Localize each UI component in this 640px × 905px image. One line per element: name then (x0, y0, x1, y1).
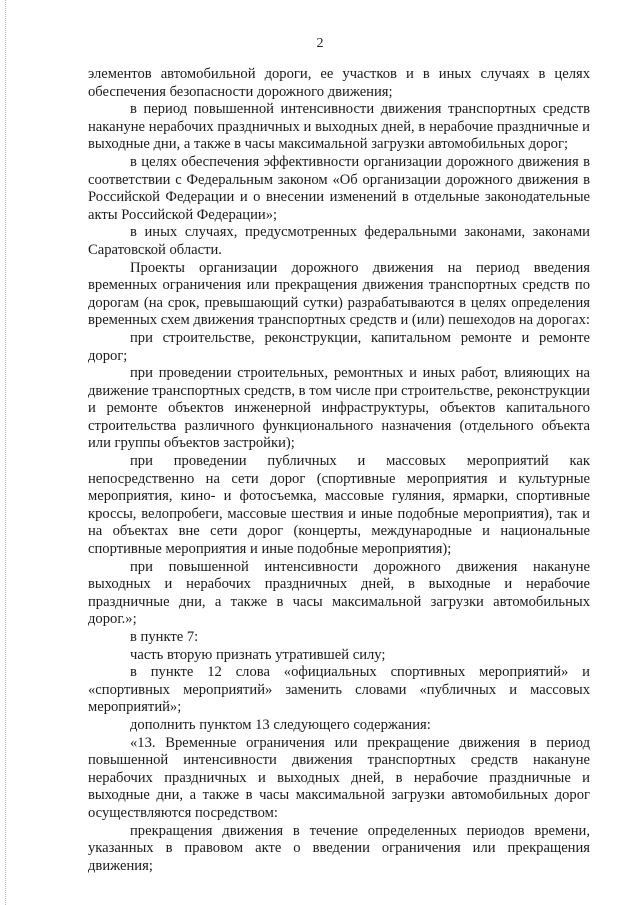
paragraph: часть вторую признать утратившей силу; (130, 646, 386, 663)
page-number: 2 (316, 36, 324, 51)
paragraph: в период повышенной интенсивности движения транспортных средств накануне нерабочих праздничных и выходных дней, в нерабочие праздничные и выходные дни, а также в часы максимальной загрузки автомобильных дорог; (88, 101, 590, 153)
paragraph: при проведении строительных, ремонтных и иных работ, влияющих на движение транспортных средств, в том числе при строительстве, реконструкции и ремонте объектов инженерной инфраструктуры, объектов капитального строительства различного функционального назначения (отдельного объекта или группы объектов застройки); (88, 365, 590, 452)
paragraph: в иных случаях, предусмотренных федеральными законами, законами Саратовской области. (88, 224, 590, 258)
document-body (88, 66, 590, 875)
paragraph: в пункте 12 слова «официальных спортивных мероприятий» и «спортивных мероприятий» заменить словами «публичных и массовых мероприятий»; (88, 664, 590, 716)
paragraph: при повышенной интенсивности дорожного движения накануне выходных и нерабочих праздничных дней, в выходные и нерабочие праздничные дни, а также в часы максимальной загрузки автомобильных дорог.»; (88, 558, 590, 628)
paragraph: в пункте 7: (130, 629, 199, 645)
paragraph: «13. Временные ограничения или прекращение движения в период повышенной интенсивности движения транспортных средств накануне нерабочих праздничных и выходных дней, в нерабочие праздничные и выходные дни, а также в часы максимальной загрузки автомобильных дорог осуществляются посредством: (88, 734, 590, 821)
paragraph: прекращения движения в течение определенных периодов времени, указанных в правовом акте о введении ограничения или прекращения движения; (88, 822, 590, 874)
paragraph: дополнить пунктом 13 следующего содержания: (130, 716, 431, 733)
paragraph: Проекты организации дорожного движения на период введения временных ограничения или прекращения движения транспортных средств по дорогам (на срок, превышающий сутки) разрабатываются в целях определения временных схем движения транспортных средств и (или) пешеходов на дорогах: (88, 259, 590, 329)
paragraph: в целях обеспечения эффективности организации дорожного движения в соответствии с Федеральным законом «Об организации дорожного движения в Российской Федерации и о внесении изменений в отдельные законодательные акты Российской Федерации»; (88, 153, 590, 223)
paragraph: элементов автомобильной дороги, ее участков и в иных случаях в целях обеспечения безопасности дорожного движения; (88, 66, 590, 100)
paragraph: при строительстве, реконструкции, капитальном ремонте и ремонте дорог; (88, 329, 590, 364)
paragraph: при проведении публичных и массовых мероприятий как непосредственно на сети дорог (спортивные мероприятия и культурные мероприятия, кино- и фотосъемка, массовые гуляния, ярмарки, спортивные кроссы, велопробеги, массовые шествия и иные подобные мероприятия), так и на объектах вне сети дорог (концерты, международные и национальные спортивные мероприятия и иные подобные мероприятия); (88, 453, 590, 558)
page-edge-dotted-line (5, 0, 6, 905)
